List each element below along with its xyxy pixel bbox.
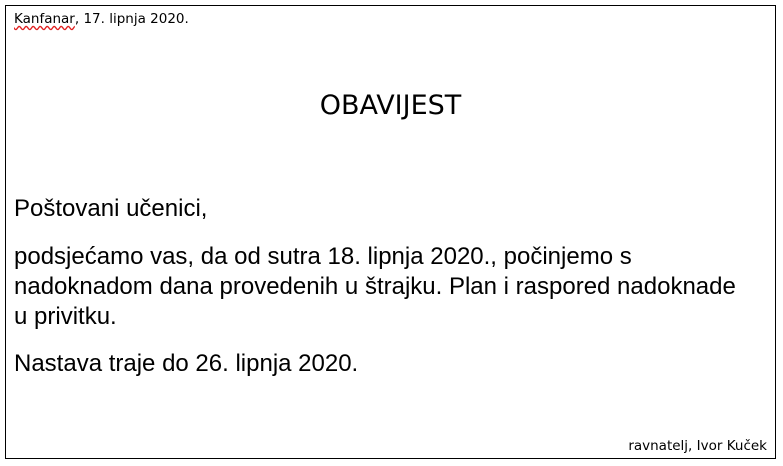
announcement-paragraph: podsjećamo vas, da od sutra 18. lipnja 2020., počinjemo s nadoknadom dana provedenih u štrajku. Plan i raspored nadoknade u privitku. (14, 243, 736, 330)
end-date-paragraph: Nastava traje do 26. lipnja 2020. (14, 350, 359, 377)
document-title: OBAVIJEST (319, 90, 462, 121)
document-frame (5, 5, 776, 459)
date-text: , 17. lipnja 2020. (74, 11, 189, 27)
greeting-text: Poštovani učenici, (14, 195, 208, 222)
place-name: Kanfanar (14, 11, 75, 27)
dateline (14, 11, 189, 27)
signature: ravnatelj, Ivor Kuček (628, 438, 767, 454)
